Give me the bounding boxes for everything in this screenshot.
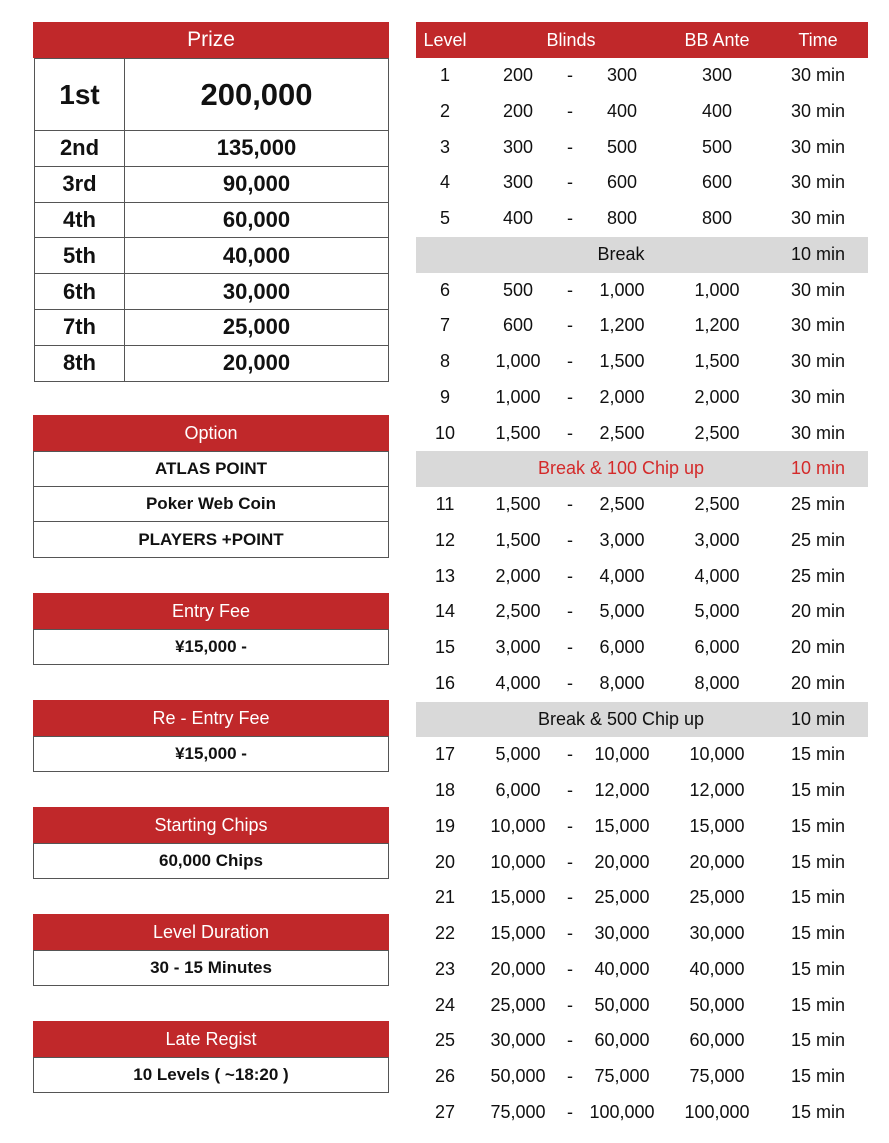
small-blind: 500 xyxy=(502,279,534,300)
bb-ante: 6,000 xyxy=(694,637,740,657)
small-blind: 15,000 xyxy=(490,923,546,943)
level-row xyxy=(416,952,868,988)
header-level: Level xyxy=(423,30,467,50)
level-row xyxy=(416,916,868,952)
level-time: 15 min xyxy=(790,994,846,1015)
prize-row xyxy=(35,131,389,167)
blind-separator: - xyxy=(567,672,573,693)
prize-place: 2nd xyxy=(35,131,125,167)
small-blind: 1,000 xyxy=(495,386,541,407)
blind-table-header xyxy=(416,22,868,58)
level-row xyxy=(416,344,868,380)
reentry-fee-header: Re - Entry Fee xyxy=(33,700,389,736)
break-time: 10 min xyxy=(790,458,846,479)
blind-separator: - xyxy=(567,851,573,872)
blind-separator: - xyxy=(567,923,573,943)
blind-separator: - xyxy=(567,958,573,979)
level-time: 30 min xyxy=(790,315,846,336)
break-label: Break xyxy=(597,243,645,264)
level-number: 18 xyxy=(434,780,456,800)
blind-separator: - xyxy=(567,565,573,586)
level-number: 20 xyxy=(434,851,456,872)
level-time: 15 min xyxy=(790,780,846,800)
small-blind: 50,000 xyxy=(490,1066,546,1086)
small-blind: 3,000 xyxy=(495,637,541,657)
prize-amount: 20,000 xyxy=(125,345,389,381)
level-time: 30 min xyxy=(790,386,846,407)
small-blind: 25,000 xyxy=(490,994,546,1015)
big-blind: 500 xyxy=(606,136,638,157)
prize-amount: 25,000 xyxy=(125,309,389,345)
level-time: 30 min xyxy=(790,208,846,228)
level-duration-header: Level Duration xyxy=(33,914,389,950)
starting-chips-value: 60,000 Chips xyxy=(33,843,389,879)
big-blind: 75,000 xyxy=(594,1066,650,1086)
level-time: 30 min xyxy=(790,136,846,157)
small-blind: 10,000 xyxy=(490,851,546,872)
level-row xyxy=(416,523,868,559)
level-time: 25 min xyxy=(790,565,846,586)
bb-ante: 800 xyxy=(701,208,733,228)
level-time: 15 min xyxy=(790,744,846,765)
bb-ante: 25,000 xyxy=(689,887,745,908)
blind-separator: - xyxy=(567,1101,573,1122)
level-row xyxy=(416,130,868,166)
small-blind: 5,000 xyxy=(495,744,541,765)
level-row xyxy=(416,988,868,1024)
level-row xyxy=(416,165,868,201)
prize-place: 5th xyxy=(35,238,125,274)
blind-separator: - xyxy=(567,494,573,514)
level-number: 7 xyxy=(439,315,450,336)
level-number: 12 xyxy=(434,529,456,550)
level-time: 20 min xyxy=(790,672,846,693)
break-row xyxy=(416,237,868,273)
bb-ante: 30,000 xyxy=(689,923,745,943)
big-blind: 40,000 xyxy=(594,958,650,979)
blind-structure-table xyxy=(416,22,868,1131)
big-blind: 3,000 xyxy=(599,529,645,550)
level-time: 15 min xyxy=(790,958,846,979)
level-number: 6 xyxy=(439,279,450,300)
small-blind: 200 xyxy=(502,100,534,121)
option-item-players-point: PLAYERS +POINT xyxy=(33,521,389,558)
small-blind: 1,500 xyxy=(495,529,541,550)
blind-separator: - xyxy=(567,815,573,836)
level-time: 15 min xyxy=(790,887,846,908)
big-blind: 10,000 xyxy=(594,744,650,765)
prize-row xyxy=(35,202,389,238)
blind-separator: - xyxy=(567,1066,573,1086)
level-number: 13 xyxy=(434,565,456,586)
prize-place: 3rd xyxy=(35,166,125,202)
bb-ante: 1,000 xyxy=(694,279,740,300)
level-row xyxy=(416,559,868,595)
big-blind: 50,000 xyxy=(594,994,650,1015)
small-blind: 4,000 xyxy=(495,672,541,693)
level-row xyxy=(416,1059,868,1095)
level-number: 21 xyxy=(434,887,456,908)
level-time: 25 min xyxy=(790,529,846,550)
level-number: 1 xyxy=(439,65,450,85)
blind-separator: - xyxy=(567,887,573,908)
level-number: 23 xyxy=(434,958,456,979)
blind-separator: - xyxy=(567,637,573,657)
small-blind: 1,500 xyxy=(495,494,541,514)
prize-amount: 135,000 xyxy=(125,131,389,167)
small-blind: 75,000 xyxy=(490,1101,546,1122)
level-number: 3 xyxy=(439,136,450,157)
small-blind: 1,000 xyxy=(495,351,541,371)
prize-place: 1st xyxy=(35,59,125,131)
level-number: 15 xyxy=(434,637,456,657)
break-row xyxy=(416,451,868,487)
option-item-poker-web-coin: Poker Web Coin xyxy=(33,486,389,522)
prize-row xyxy=(35,59,389,131)
big-blind: 300 xyxy=(606,65,638,85)
bb-ante: 40,000 xyxy=(689,958,745,979)
prize-amount: 90,000 xyxy=(125,166,389,202)
level-number: 9 xyxy=(439,386,450,407)
level-time: 20 min xyxy=(790,637,846,657)
level-number: 22 xyxy=(434,923,456,943)
prize-row xyxy=(35,238,389,274)
level-number: 24 xyxy=(434,994,456,1015)
level-row xyxy=(416,880,868,916)
level-row xyxy=(416,273,868,309)
small-blind: 600 xyxy=(502,315,534,336)
late-regist-value: 10 Levels ( ~18:20 ) xyxy=(33,1057,389,1093)
bb-ante: 20,000 xyxy=(689,851,745,872)
big-blind: 30,000 xyxy=(594,923,650,943)
reentry-fee-value: ¥15,000 - xyxy=(33,736,389,772)
big-blind: 20,000 xyxy=(594,851,650,872)
prize-row xyxy=(35,345,389,381)
big-blind: 12,000 xyxy=(594,780,650,800)
blind-separator: - xyxy=(567,1030,573,1051)
small-blind: 10,000 xyxy=(490,815,546,836)
blind-separator: - xyxy=(567,279,573,300)
level-time: 30 min xyxy=(790,172,846,193)
level-row xyxy=(416,94,868,130)
prize-place: 8th xyxy=(35,345,125,381)
level-time: 30 min xyxy=(790,65,846,85)
blind-separator: - xyxy=(567,136,573,157)
level-number: 2 xyxy=(439,100,450,121)
prize-row xyxy=(35,166,389,202)
blind-separator: - xyxy=(567,780,573,800)
level-time: 25 min xyxy=(790,494,846,514)
level-time: 15 min xyxy=(790,851,846,872)
level-duration-value: 30 - 15 Minutes xyxy=(33,950,389,986)
blind-separator: - xyxy=(567,994,573,1015)
level-row xyxy=(416,201,868,237)
blind-separator: - xyxy=(567,386,573,407)
small-blind: 1,500 xyxy=(495,422,541,443)
level-row xyxy=(416,594,868,630)
big-blind: 4,000 xyxy=(599,565,645,586)
level-number: 8 xyxy=(439,351,450,371)
level-row xyxy=(416,1023,868,1059)
small-blind: 300 xyxy=(502,172,534,193)
level-row xyxy=(416,380,868,416)
blind-separator: - xyxy=(567,315,573,336)
bb-ante: 300 xyxy=(701,65,733,85)
bb-ante: 15,000 xyxy=(689,815,745,836)
starting-chips-header: Starting Chips xyxy=(33,807,389,843)
level-number: 27 xyxy=(434,1101,456,1122)
blind-separator: - xyxy=(567,172,573,193)
level-number: 11 xyxy=(435,494,455,514)
small-blind: 15,000 xyxy=(490,887,546,908)
level-time: 20 min xyxy=(790,601,846,622)
option-header: Option xyxy=(33,415,389,451)
level-time: 15 min xyxy=(790,1101,846,1122)
header-time: Time xyxy=(798,30,838,50)
bb-ante: 60,000 xyxy=(689,1030,745,1051)
level-number: 25 xyxy=(434,1030,456,1051)
bb-ante: 3,000 xyxy=(694,529,740,550)
big-blind: 100,000 xyxy=(589,1101,655,1122)
level-row xyxy=(416,773,868,809)
level-row xyxy=(416,58,868,94)
entry-fee-value: ¥15,000 - xyxy=(33,629,389,665)
big-blind: 600 xyxy=(606,172,638,193)
big-blind: 400 xyxy=(606,100,638,121)
level-row xyxy=(416,1095,868,1131)
level-number: 26 xyxy=(434,1066,456,1086)
small-blind: 300 xyxy=(502,136,534,157)
big-blind: 1,500 xyxy=(599,351,645,371)
prize-row xyxy=(35,309,389,345)
prize-amount: 60,000 xyxy=(125,202,389,238)
level-number: 16 xyxy=(434,672,456,693)
bb-ante: 10,000 xyxy=(689,744,745,765)
level-row xyxy=(416,737,868,773)
small-blind: 200 xyxy=(502,65,534,85)
option-item-atlas-point: ATLAS POINT xyxy=(33,451,389,487)
level-number: 17 xyxy=(434,744,456,765)
small-blind: 30,000 xyxy=(490,1030,546,1051)
blind-separator: - xyxy=(567,744,573,765)
big-blind: 6,000 xyxy=(599,637,645,657)
prize-amount: 40,000 xyxy=(125,238,389,274)
bb-ante: 100,000 xyxy=(684,1101,750,1122)
break-label: Break & 500 Chip up xyxy=(537,708,705,729)
level-time: 15 min xyxy=(790,923,846,943)
level-number: 4 xyxy=(439,172,450,193)
big-blind: 8,000 xyxy=(599,672,645,693)
small-blind: 400 xyxy=(502,208,534,228)
header-bb-ante: BB Ante xyxy=(684,30,750,50)
level-number: 10 xyxy=(434,422,456,443)
level-number: 19 xyxy=(434,815,456,836)
level-row xyxy=(416,630,868,666)
bb-ante: 400 xyxy=(701,100,733,121)
blind-separator: - xyxy=(567,351,573,371)
bb-ante: 500 xyxy=(701,136,733,157)
bb-ante: 50,000 xyxy=(689,994,745,1015)
level-time: 15 min xyxy=(790,1066,846,1086)
level-time: 15 min xyxy=(790,1030,846,1051)
blind-separator: - xyxy=(567,529,573,550)
big-blind: 1,000 xyxy=(599,279,645,300)
bb-ante: 12,000 xyxy=(689,780,745,800)
bb-ante: 75,000 xyxy=(689,1066,745,1086)
big-blind: 2,500 xyxy=(599,494,645,514)
level-time: 30 min xyxy=(790,279,846,300)
level-number: 14 xyxy=(434,601,456,622)
break-time: 10 min xyxy=(790,243,846,264)
blind-separator: - xyxy=(567,208,573,228)
prize-amount: 30,000 xyxy=(125,274,389,310)
bb-ante: 2,500 xyxy=(694,494,740,514)
level-number: 5 xyxy=(439,208,450,228)
bb-ante: 2,500 xyxy=(694,422,740,443)
break-label: Break & 100 Chip up xyxy=(537,458,705,479)
level-time: 30 min xyxy=(790,351,846,371)
small-blind: 6,000 xyxy=(495,780,541,800)
prize-row xyxy=(35,274,389,310)
level-row xyxy=(416,666,868,702)
big-blind: 2,000 xyxy=(599,386,645,407)
bb-ante: 8,000 xyxy=(694,672,740,693)
blind-separator: - xyxy=(567,422,573,443)
late-regist-header: Late Regist xyxy=(33,1021,389,1057)
level-row xyxy=(416,845,868,881)
big-blind: 15,000 xyxy=(594,815,650,836)
prize-amount: 200,000 xyxy=(125,59,389,131)
big-blind: 60,000 xyxy=(594,1030,650,1051)
small-blind: 2,500 xyxy=(495,601,541,622)
blind-separator: - xyxy=(567,100,573,121)
big-blind: 800 xyxy=(606,208,638,228)
small-blind: 2,000 xyxy=(495,565,541,586)
bb-ante: 2,000 xyxy=(694,386,740,407)
level-time: 15 min xyxy=(790,815,846,836)
blind-separator: - xyxy=(567,601,573,622)
level-row xyxy=(416,416,868,452)
big-blind: 1,200 xyxy=(599,315,645,336)
bb-ante: 600 xyxy=(701,172,733,193)
level-row xyxy=(416,487,868,523)
level-time: 30 min xyxy=(790,100,846,121)
prize-place: 7th xyxy=(35,309,125,345)
prize-place: 4th xyxy=(35,202,125,238)
big-blind: 2,500 xyxy=(599,422,645,443)
header-blinds: Blinds xyxy=(546,30,596,50)
bb-ante: 5,000 xyxy=(694,601,740,622)
bb-ante: 4,000 xyxy=(694,565,740,586)
big-blind: 25,000 xyxy=(594,887,650,908)
level-row xyxy=(416,308,868,344)
bb-ante: 1,200 xyxy=(694,315,740,336)
prize-place: 6th xyxy=(35,274,125,310)
level-time: 30 min xyxy=(790,422,846,443)
prize-header: Prize xyxy=(33,22,389,58)
level-row xyxy=(416,809,868,845)
blind-separator: - xyxy=(567,65,573,85)
small-blind: 20,000 xyxy=(490,958,546,979)
break-time: 10 min xyxy=(790,708,846,729)
prize-table xyxy=(34,58,389,382)
entry-fee-header: Entry Fee xyxy=(33,593,389,629)
bb-ante: 1,500 xyxy=(694,351,740,371)
break-row xyxy=(416,702,868,738)
big-blind: 5,000 xyxy=(599,601,645,622)
